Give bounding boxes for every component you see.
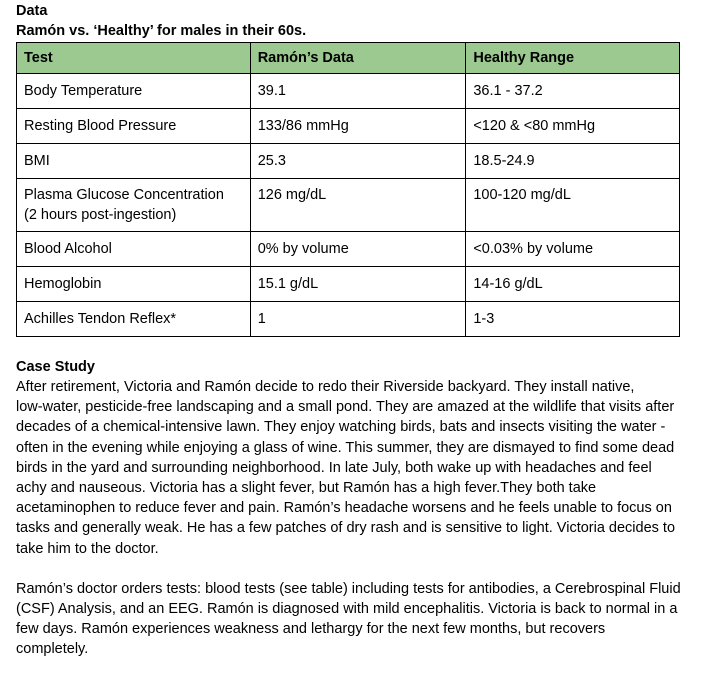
- table-title: Ramón vs. ‘Healthy’ for males in their 60s.: [16, 23, 307, 39]
- cell-test: Hemoglobin: [17, 267, 251, 302]
- paragraph-line: decades of a chemical-intensive lawn. They enjoy watching birds, bats and insects visiting the water -: [16, 419, 666, 436]
- cell-ramon-value: 15.1 g/dL: [250, 267, 466, 302]
- table-row: [17, 179, 680, 232]
- cell-ramon-value: 0% by volume: [250, 232, 466, 267]
- case-study-paragraph-1: [16, 377, 714, 559]
- paragraph-line: (CSF) Analysis, and an EEG. Ramón is diagnosed with mild encephalitis. Victoria is back to normal in a: [16, 601, 678, 618]
- table-row: [17, 144, 680, 179]
- table-header-row: [17, 43, 680, 74]
- cell-healthy-range: <120 & <80 mmHg: [466, 109, 680, 144]
- paragraph-line: often in the evening while enjoying a glass of wine. This summer, they are dismayed to find some dead: [16, 439, 675, 456]
- column-header-ramon-data: Ramón’s Data: [250, 43, 466, 74]
- cell-ramon-value: 25.3: [250, 144, 466, 179]
- table-row: [17, 267, 680, 302]
- paragraph-line: low-water, pesticide-free landscaping and a small pond. They are amazed at the wildlife that visits after: [16, 399, 675, 416]
- paragraph-line: tasks and generally weak. He has a few patches of dry rash and is sensitive to light. Victoria decides to: [16, 520, 676, 537]
- paragraph-line: completely.: [16, 641, 89, 658]
- cell-ramon-value: 39.1: [250, 74, 466, 109]
- cell-test: BMI: [17, 144, 251, 179]
- data-section-heading: Data: [16, 3, 48, 19]
- table-row: [17, 109, 680, 144]
- paragraph-line: take him to the doctor.: [16, 540, 159, 557]
- cell-healthy-range: <0.03% by volume: [466, 232, 680, 267]
- cell-ramon-value: 133/86 mmHg: [250, 109, 466, 144]
- document-page: [16, 0, 714, 660]
- cell-test: Body Temperature: [17, 74, 251, 109]
- paragraph-line: Ramón’s doctor orders tests: blood tests (see table) including tests for antibodies, a Cerebrospinal Fluid: [16, 580, 681, 597]
- cell-test: Achilles Tendon Reflex*: [17, 302, 251, 337]
- cell-test-line: Plasma Glucose Concentration: [24, 187, 224, 203]
- paragraph-line: achy and nauseous. Victoria has a slight fever, but Ramón has a high fever.They both take: [16, 480, 597, 497]
- cell-healthy-range: 1-3: [466, 302, 680, 337]
- cell-healthy-range: 18.5-24.9: [466, 144, 680, 179]
- cell-test: Blood Alcohol: [17, 232, 251, 267]
- paragraph-line: birds in the yard and surrounding neighborhood. In late July, both wake up with headaches and feel: [16, 459, 652, 476]
- table-row: [17, 302, 680, 337]
- column-header-test: Test: [17, 43, 251, 74]
- cell-healthy-range: 100-120 mg/dL: [466, 179, 680, 232]
- cell-healthy-range: 36.1 - 37.2: [466, 74, 680, 109]
- cell-test-line: (2 hours post-ingestion): [24, 207, 177, 223]
- cell-test: Resting Blood Pressure: [17, 109, 251, 144]
- cell-test: [17, 179, 251, 232]
- cell-ramon-value: 1: [250, 302, 466, 337]
- paragraph-line: After retirement, Victoria and Ramón decide to redo their Riverside backyard. They install native,: [16, 379, 635, 395]
- table-row: [17, 232, 680, 267]
- paragraph-line: acetaminophen to reduce fever and pain. Ramón’s headache worsens and he feels unable to focus on: [16, 500, 672, 517]
- cell-healthy-range: 14-16 g/dL: [466, 267, 680, 302]
- cell-ramon-value: 126 mg/dL: [250, 179, 466, 232]
- table-row: [17, 74, 680, 109]
- case-study-heading: Case Study: [16, 359, 95, 375]
- column-header-healthy-range: Healthy Range: [466, 43, 680, 74]
- case-study-paragraph-2: [16, 579, 714, 660]
- comparison-table: [16, 42, 680, 337]
- paragraph-line: few days. Ramón experiences weakness and lethargy for the next few months, but recovers: [16, 621, 606, 638]
